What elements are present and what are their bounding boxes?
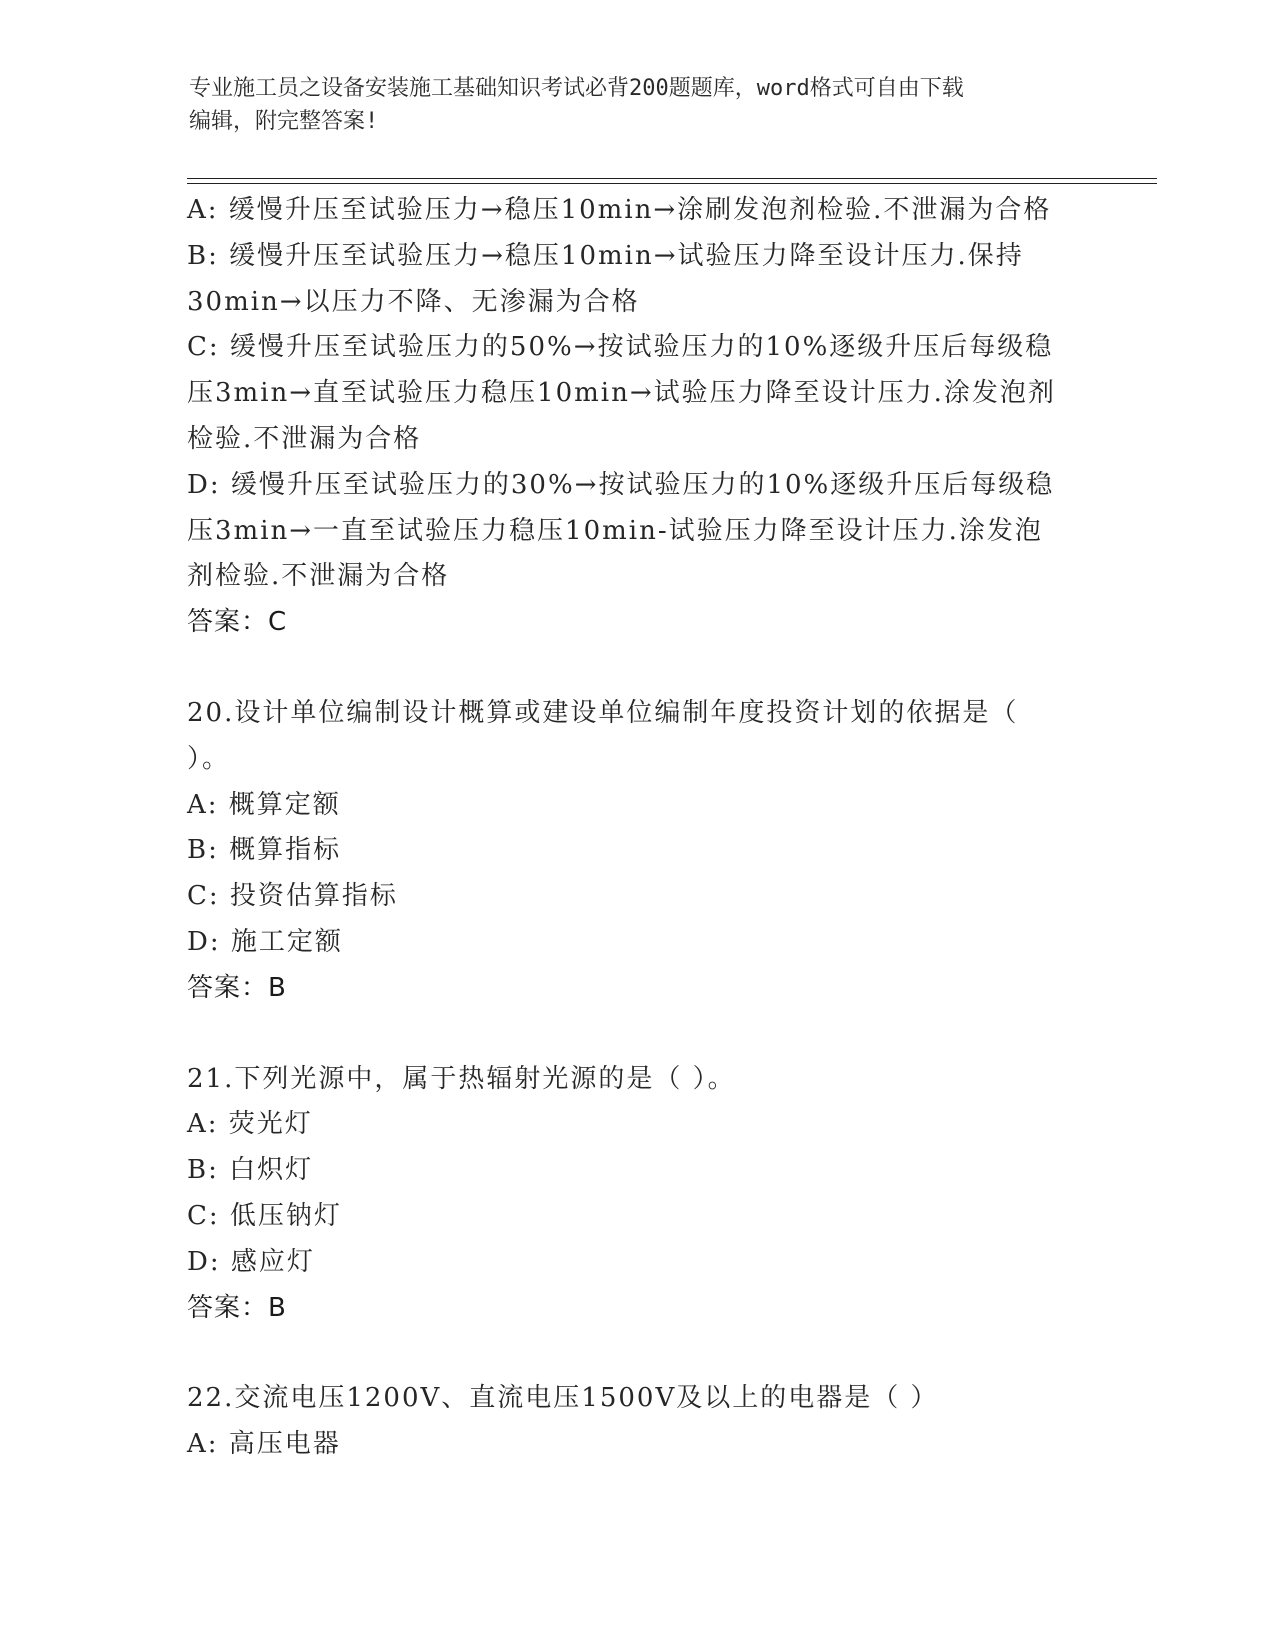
spacer: [187, 646, 1087, 691]
option-a: A: 高压电器: [187, 1429, 341, 1460]
option-d-continued: 剂检验.不泄漏为合格: [187, 561, 450, 592]
question-22: [187, 1376, 1087, 1468]
header-divider-bottom: [187, 183, 1157, 184]
option-a: A: 概算定额: [187, 789, 341, 820]
option-d: D: 缓慢升压至试验压力的30%→按试验压力的10%逐级升压后每级稳: [187, 469, 1055, 500]
question-stem: 21.下列光源中，属于热辐射光源的是（ ）。: [187, 1063, 736, 1094]
option-c-continued: 压3min→直至试验压力稳压10min→试验压力降至设计压力.涂发泡剂: [187, 378, 1056, 409]
option-a: A: 缓慢升压至试验压力→稳压10min→涂刷发泡剂检验.不泄漏为合格: [187, 195, 1052, 225]
question-stem: 22.交流电压1200V、直流电压1500V及以上的电器是（ ）: [187, 1383, 939, 1414]
question-21: [187, 1057, 1087, 1332]
spacer: [187, 1012, 1087, 1057]
spacer: [187, 1331, 1087, 1376]
option-b: B: 缓慢升压至试验压力→稳压10min→试验压力降至设计压力.保持: [187, 240, 1024, 271]
option-d-continued: 压3min→一直至试验压力稳压10min-试验压力降至设计压力.涂发泡: [187, 515, 1043, 546]
option-c: C: 投资估算指标: [187, 881, 398, 912]
option-a: A: 荧光灯: [187, 1109, 313, 1140]
question-20: [187, 691, 1087, 1012]
option-d: D: 施工定额: [187, 926, 343, 957]
answer-label: 答案：C: [187, 607, 288, 638]
option-b: B: 概算指标: [187, 835, 342, 866]
header-divider-top: [187, 178, 1157, 179]
header-title-line-2: 编辑，附完整答案!: [189, 109, 379, 134]
option-c-continued: 检验.不泄漏为合格: [187, 423, 422, 454]
question-stem: 20.设计单位编制设计概算或建设单位编制年度投资计划的依据是（: [187, 697, 1019, 728]
option-c: C: 缓慢升压至试验压力的50%→按试验压力的10%逐级升压后每级稳: [187, 332, 1054, 363]
document-header: [189, 72, 1089, 138]
question-19-options: [187, 188, 1087, 646]
option-b-continued: 30min→以压力不降、无渗漏为合格: [187, 286, 640, 317]
answer-label: 答案：B: [187, 1292, 287, 1323]
question-list: [187, 188, 1087, 1468]
question-stem-continued: ）。: [187, 743, 231, 774]
option-d: D: 感应灯: [187, 1246, 315, 1277]
header-title-line-1: 专业施工员之设备安装施工基础知识考试必背200题题库，word格式可自由下载: [189, 76, 964, 101]
answer-label: 答案：B: [187, 972, 287, 1003]
option-c: C: 低压钠灯: [187, 1200, 342, 1231]
option-b: B: 白炽灯: [187, 1155, 314, 1186]
